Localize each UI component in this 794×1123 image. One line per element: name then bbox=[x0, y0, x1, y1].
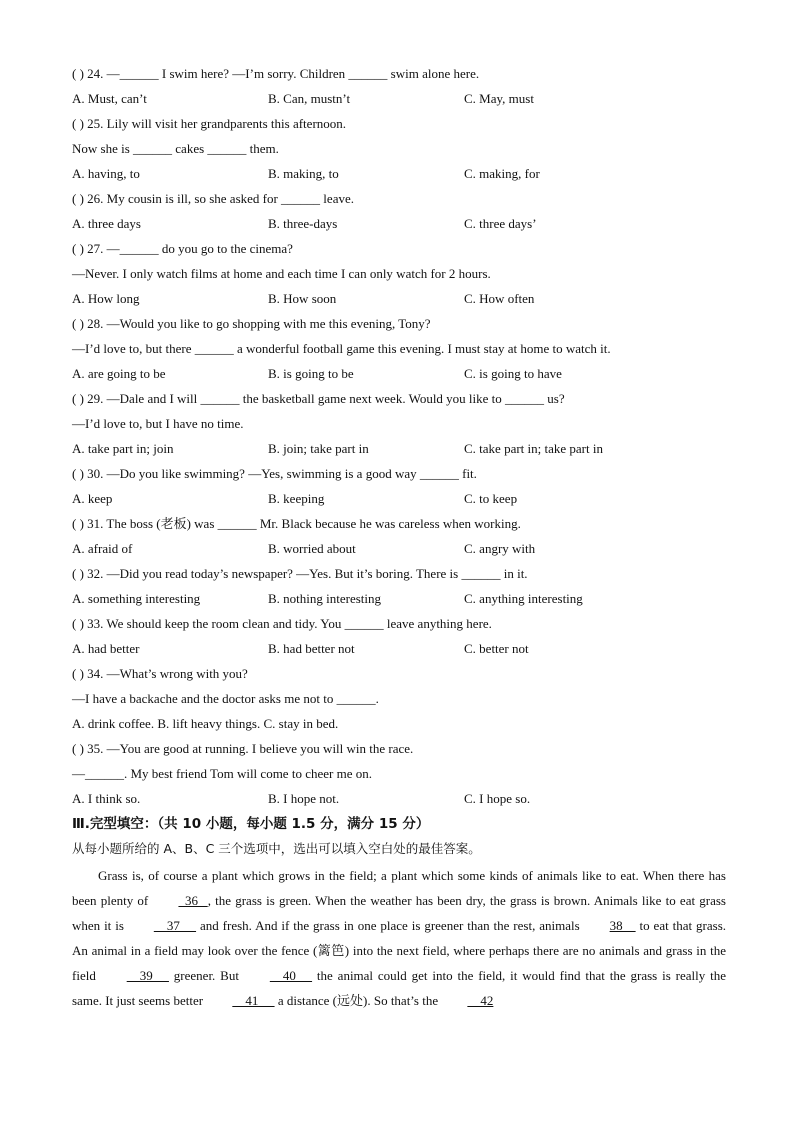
question-31-options bbox=[72, 539, 726, 564]
option-c: C. to keep bbox=[464, 491, 518, 506]
question-34-options: A. drink coffee. B. lift heavy things. C. stay in bed. bbox=[72, 716, 339, 731]
passage-text: Grass is, of course a plant which grows in the field; a plant which some kinds of animals like to eat. When there has been plenty of bbox=[72, 868, 726, 908]
option-a: A. take part in; join bbox=[72, 441, 174, 456]
question-27-stem: ( ) 27. —______ do you go to the cinema? bbox=[72, 241, 293, 256]
option-a: A. three days bbox=[72, 216, 141, 231]
blank-36: 36 bbox=[178, 893, 208, 908]
question-29-options bbox=[72, 439, 726, 464]
option-a: A. something interesting bbox=[72, 591, 201, 606]
question-34-stem: ( ) 34. —What’s wrong with you? bbox=[72, 666, 248, 681]
question-26-options bbox=[72, 214, 726, 239]
question-27-options bbox=[72, 289, 726, 314]
question-35-stem: ( ) 35. —You are good at running. I believe you will win the race. bbox=[72, 741, 414, 756]
option-c: C. How often bbox=[464, 291, 535, 306]
question-32-options bbox=[72, 589, 726, 614]
option-c: C. May, must bbox=[464, 91, 534, 106]
option-a: A. Must, can’t bbox=[72, 91, 147, 106]
question-33-options bbox=[72, 639, 726, 664]
question-34-stem-cont: —I have a backache and the doctor asks me not to ______. bbox=[72, 691, 379, 706]
passage-text: to eat that grass. An animal in a field may look over the fence (篱笆) into the next field, where perhaps there are no animals and grass in the field bbox=[72, 918, 726, 983]
option-c: C. take part in; take part in bbox=[464, 441, 603, 456]
passage-text: the animal could get into the field, it would find that the grass is really the same. It just seems better bbox=[72, 968, 726, 1008]
option-b: B. keeping bbox=[268, 491, 325, 506]
blank-40: 40 bbox=[269, 968, 313, 983]
passage-text: and fresh. And if the grass in one place is greener than the rest, animals bbox=[196, 918, 584, 933]
option-c: C. is going to have bbox=[464, 366, 562, 381]
section-3-instruction: 从每小题所给的 A、B、C 三个选项中，选出可以填入空白处的最佳答案。 bbox=[72, 841, 481, 856]
question-25-stem-cont: Now she is ______ cakes ______ them. bbox=[72, 141, 279, 156]
question-29-stem-cont: —I’d love to, but I have no time. bbox=[72, 416, 244, 431]
option-a: A. keep bbox=[72, 491, 113, 506]
option-a: A. afraid of bbox=[72, 541, 133, 556]
option-a: A. had better bbox=[72, 641, 140, 656]
option-b: B. join; take part in bbox=[268, 441, 369, 456]
option-b: B. worried about bbox=[268, 541, 356, 556]
blank-38: 38 bbox=[609, 918, 636, 933]
question-29-stem: ( ) 29. —Dale and I will ______ the basketball game next week. Would you like to ______ us? bbox=[72, 391, 565, 406]
option-c: C. three days’ bbox=[464, 216, 537, 231]
option-c: C. anything interesting bbox=[464, 591, 583, 606]
option-a: A. are going to be bbox=[72, 366, 166, 381]
question-24-options bbox=[72, 89, 726, 114]
option-b: B. How soon bbox=[268, 291, 337, 306]
question-30-options bbox=[72, 489, 726, 514]
exam-page bbox=[72, 64, 726, 1013]
option-c: C. better not bbox=[464, 641, 529, 656]
option-a: A. How long bbox=[72, 291, 140, 306]
blank-41: 41 bbox=[232, 993, 275, 1008]
question-26-stem: ( ) 26. My cousin is ill, so she asked for ______ leave. bbox=[72, 191, 354, 206]
cloze-passage bbox=[72, 863, 726, 1013]
option-b: B. is going to be bbox=[268, 366, 354, 381]
option-c: C. angry with bbox=[464, 541, 536, 556]
option-a: A. I think so. bbox=[72, 791, 141, 806]
option-c: C. making, for bbox=[464, 166, 540, 181]
option-b: B. had better not bbox=[268, 641, 355, 656]
blank-37: 37 bbox=[153, 918, 197, 933]
option-b: B. making, to bbox=[268, 166, 339, 181]
question-33-stem: ( ) 33. We should keep the room clean and tidy. You ______ leave anything here. bbox=[72, 616, 492, 631]
question-25-options bbox=[72, 164, 726, 189]
question-30-stem: ( ) 30. —Do you like swimming? —Yes, swimming is a good way ______ fit. bbox=[72, 466, 477, 481]
question-25-stem: ( ) 25. Lily will visit her grandparents this afternoon. bbox=[72, 116, 347, 131]
question-28-stem: ( ) 28. —Would you like to go shopping with me this evening, Tony? bbox=[72, 316, 431, 331]
passage-text: greener. But bbox=[168, 968, 244, 983]
question-27-stem-cont: —Never. I only watch films at home and each time I can only watch for 2 hours. bbox=[72, 266, 491, 281]
option-c: C. I hope so. bbox=[464, 791, 531, 806]
option-b: B. three-days bbox=[268, 216, 338, 231]
option-b: B. Can, mustn’t bbox=[268, 91, 351, 106]
passage-text: , the grass is green. When the weather has been dry, the grass is brown. Animals like to eat grass when it is bbox=[72, 893, 726, 933]
question-28-options bbox=[72, 364, 726, 389]
question-24-stem: ( ) 24. —______ I swim here? —I’m sorry. Children ______ swim alone here. bbox=[72, 66, 480, 81]
question-32-stem: ( ) 32. —Did you read today’s newspaper? —Yes. But it’s boring. There is ______ in it. bbox=[72, 566, 528, 581]
option-b: B. nothing interesting bbox=[268, 591, 382, 606]
blank-42: 42 bbox=[467, 993, 494, 1008]
option-a: A. having, to bbox=[72, 166, 140, 181]
question-35-options bbox=[72, 789, 726, 814]
blank-39: 39 bbox=[126, 968, 169, 983]
passage-text: a distance (远处). So that’s the bbox=[274, 993, 442, 1008]
question-31-stem: ( ) 31. The boss (老板) was ______ Mr. Black because he was careless when working. bbox=[72, 516, 521, 531]
section-3-title: Ⅲ.完型填空：（共 10 小题，每小题 1.5 分，满分 15 分） bbox=[72, 816, 430, 832]
question-35-stem-cont: —______. My best friend Tom will come to cheer me on. bbox=[72, 766, 372, 781]
option-b: B. I hope not. bbox=[268, 791, 340, 806]
question-28-stem-cont: —I’d love to, but there ______ a wonderful football game this evening. I must stay at home to watch it. bbox=[72, 341, 611, 356]
